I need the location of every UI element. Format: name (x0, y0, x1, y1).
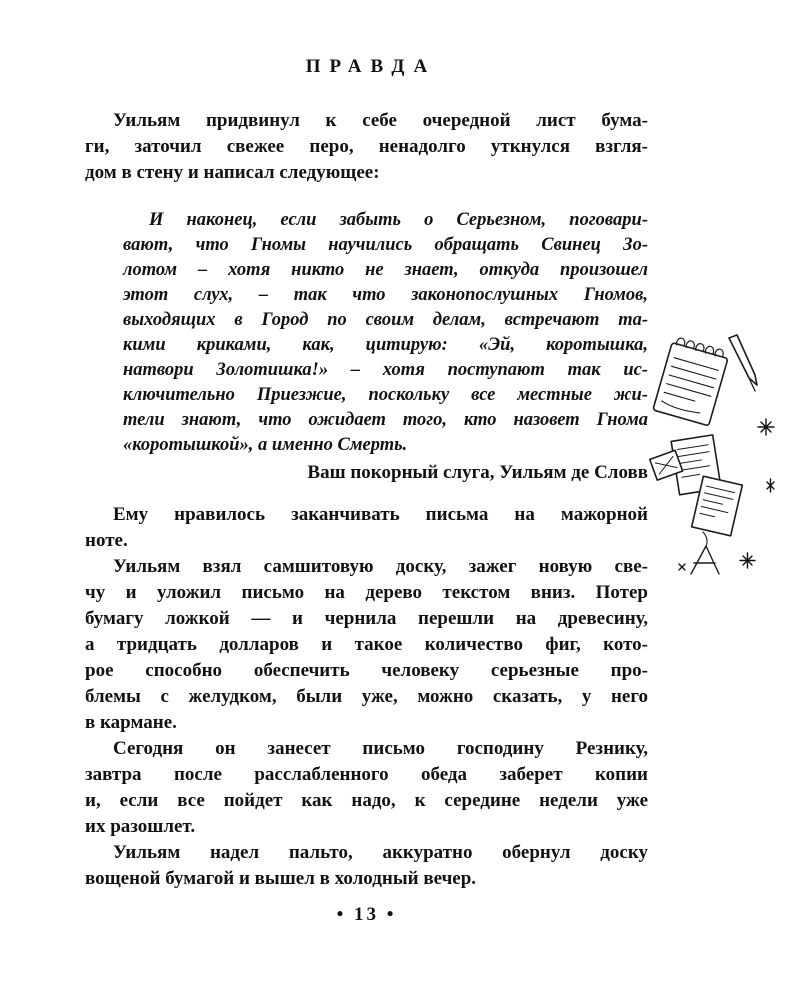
text-line: Ему нравилось заканчивать письма на мажорной (113, 504, 648, 525)
text-line: а тридцать долларов и такое количество фиг, кото- (85, 634, 648, 655)
text-line: Уильям надел пальто, аккуратно обернул доску (113, 842, 648, 863)
body-paragraph (85, 736, 648, 840)
body-paragraph (85, 108, 648, 186)
text-line: Уильям придвинул к себе очередной лист бума- (113, 110, 648, 131)
body-paragraph (85, 840, 648, 892)
body-paragraph (85, 502, 648, 554)
text-line: ги, заточил свежее перо, ненадолго уткнулся взгля- (85, 136, 648, 157)
body-paragraph (85, 554, 648, 736)
quote-paragraph (123, 208, 648, 458)
text-line: лотом – хотя никто не знает, откуда произошел (123, 260, 648, 280)
text-line: рое способно обеспечить человеку серьезные про- (85, 660, 648, 681)
text-line: Сегодня он занесет письмо господину Резнику, (113, 738, 648, 759)
notepad-sketch-icon (645, 334, 785, 582)
chapter-title: ПРАВДА (305, 56, 437, 77)
text-line: натвори Золотишка!» – хотя поступают так ис- (123, 360, 648, 380)
text-line: вают, что Гномы научились обращать Свинец Зо- (123, 235, 648, 255)
text-line: этот слух, – так что законопослушных Гномов, (123, 285, 648, 305)
text-line: кими криками, как, цитирую: «Эй, коротышка, (123, 335, 648, 355)
text-line: чу и уложил письмо на дерево текстом вниз. Потер (85, 582, 648, 603)
text-line: и, если все пойдет как надо, к середине недели уже (85, 790, 648, 811)
text-line: завтра после расслабленного обеда заберет копии (85, 764, 648, 785)
text-line: ноте. (85, 530, 128, 551)
text-line: их разошлет. (85, 816, 196, 837)
text-line: в кармане. (85, 712, 177, 733)
text-flow (85, 108, 648, 892)
text-line: блемы с желудком, были уже, можно сказать, у него (85, 686, 648, 707)
text-column (85, 56, 648, 892)
text-line: Уильям взял самшитовую доску, зажег новую све- (113, 556, 648, 577)
text-line: дом в стену и написал следующее: (85, 162, 380, 183)
text-line: тели знают, что ожидает того, кто назовет Гнома (123, 410, 648, 430)
text-line: вощеной бумагой и вышел в холодный вечер. (85, 868, 477, 889)
text-line: «коротышкой», а именно Смерть. (123, 435, 408, 455)
text-line: ключительно Приезжие, поскольку все местные жи- (123, 385, 648, 405)
text-line: бумагу ложкой — и чернила перешли на древесину, (85, 608, 648, 629)
text-line: И наконец, если забыть о Серьезном, поговари- (149, 210, 648, 230)
page-number: • 13 • (336, 904, 397, 925)
notepad-illustration (645, 334, 785, 582)
signature-line: Ваш покорный слуга, Уильям де Словв (307, 462, 648, 483)
text-line: выходящих в Город по своим делам, встречают та- (123, 310, 648, 330)
